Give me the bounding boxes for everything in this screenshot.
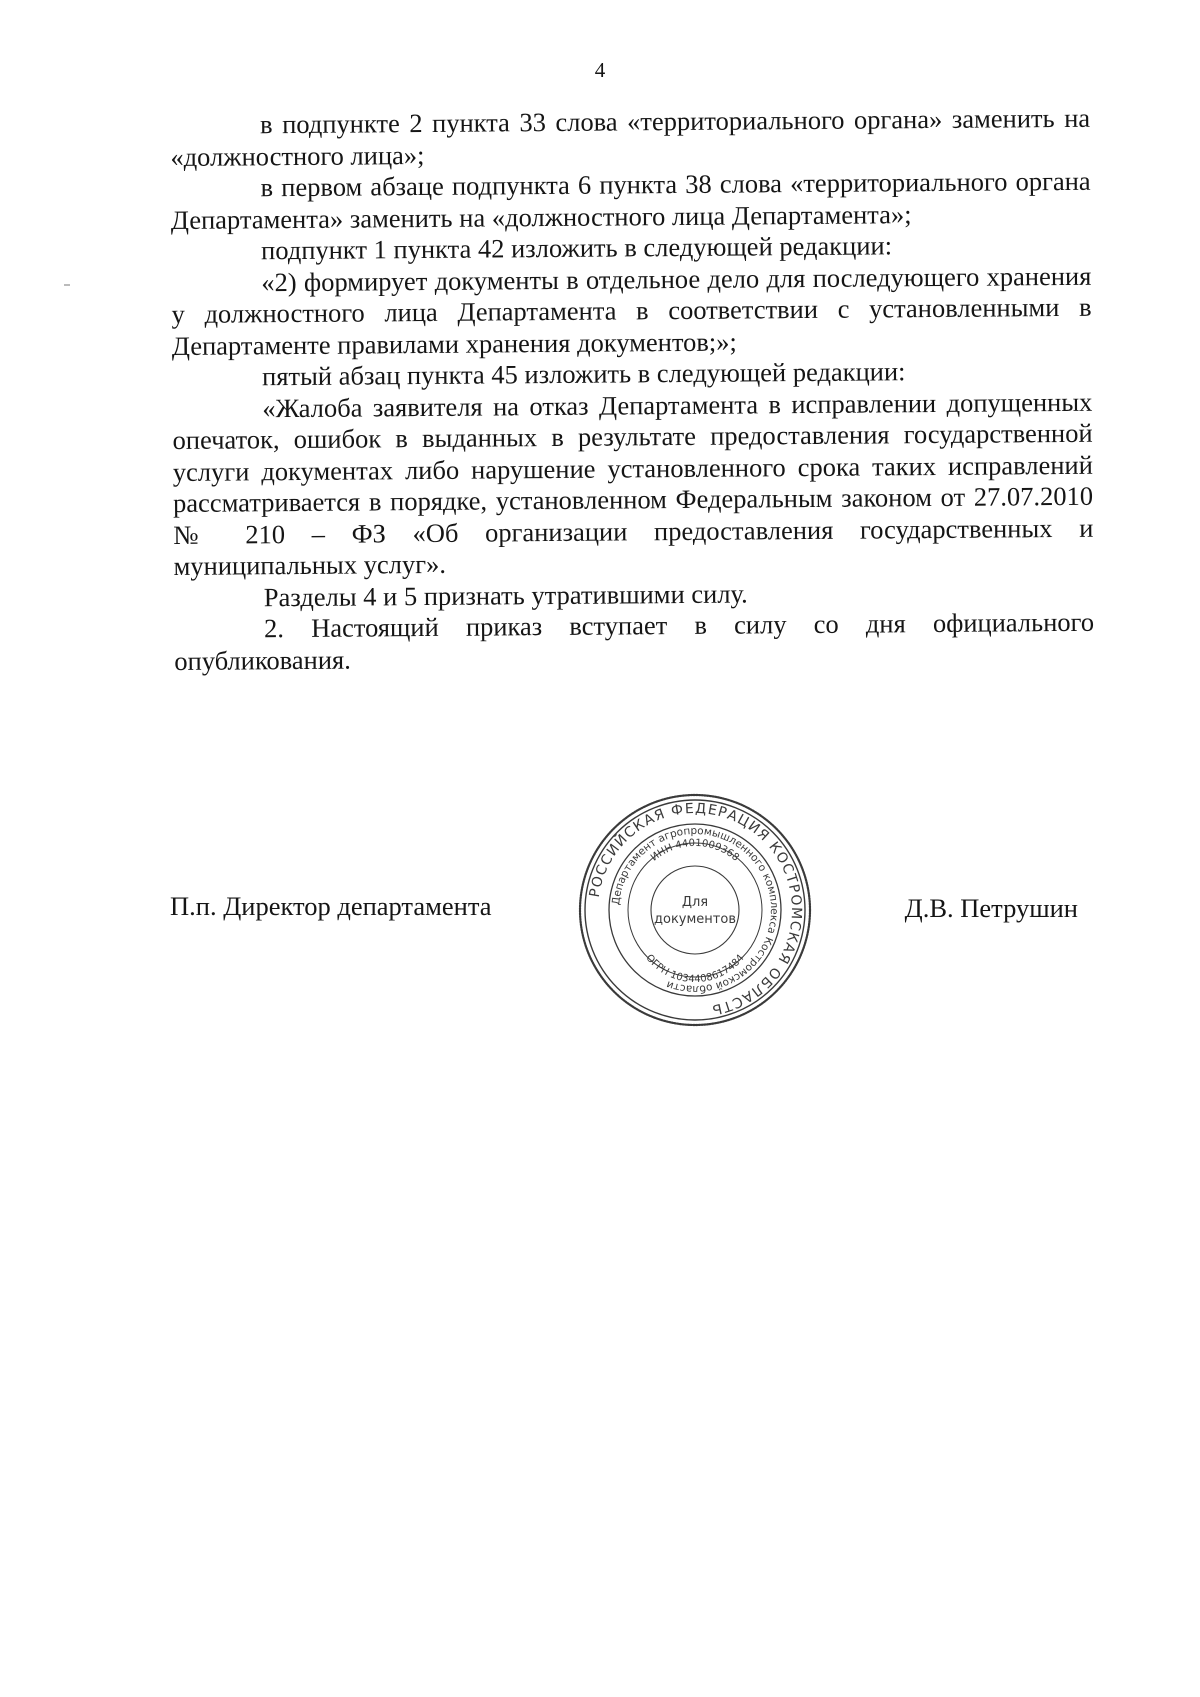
paragraph-3: подпункт 1 пункта 42 изложить в следующей редакции: <box>260 230 893 266</box>
stamp-center-line2: документов <box>654 912 736 927</box>
stamp-outer-text: РОССИЙСКАЯ ФЕДЕРАЦИЯ КОСТРОМСКАЯ ОБЛАСТЬ <box>586 800 805 1018</box>
signatory-name: Д.В. Петрушин <box>904 893 1078 923</box>
paragraph-7: Разделы 4 и 5 признать утратившими силу. <box>263 577 748 612</box>
paragraph-4: «2) формирует документы в отдельное дело для последующего хранения у должностного лица Департамента в соответствии с установленными в Департаменте правилами хранения документов;»; <box>171 260 1092 361</box>
signatory-title: П.п. Директор департамента <box>170 891 492 921</box>
stamp-inner-text: Департамент агропромышленного комплекса Костромской области <box>610 824 781 996</box>
stamp-ogrn: ОГРН 1034408617484 <box>643 952 747 986</box>
paragraph-6: «Жалоба заявителя на отказ Департамента в исправлении допущенных опечаток, ошибок в выданных в результате предоставления государственной услуги документах либо нарушение установленного срока таких исправлений рассматривается в порядке, установленном Федеральным законом от 27.07.2010 № 210 – ФЗ «Об организации предоставления государственных и муниципальных услуг». <box>172 386 1094 581</box>
official-stamp <box>575 790 815 1030</box>
stamp-seal-icon <box>575 790 815 1030</box>
paragraph-8: 2. Настоящий приказ вступает в силу со дня официального опубликования. <box>174 606 1095 676</box>
paragraph-5: пятый абзац пункта 45 изложить в следующей редакции: <box>261 356 906 392</box>
margin-mark <box>64 284 70 286</box>
document-body <box>170 103 1094 677</box>
page-number: 4 <box>594 58 606 82</box>
stamp-inn: ИНН 4401009368 <box>649 837 742 864</box>
paragraph-2: в первом абзаце подпункта 6 пункта 38 слова «территориального органа Департамента» заменить на «должностного лица Департамента»; <box>170 165 1091 235</box>
stamp-center-line1: Для <box>681 895 709 910</box>
paragraph-1: в подпункте 2 пункта 33 слова «территориального органа» заменить на «должностного лица»; <box>170 102 1091 172</box>
